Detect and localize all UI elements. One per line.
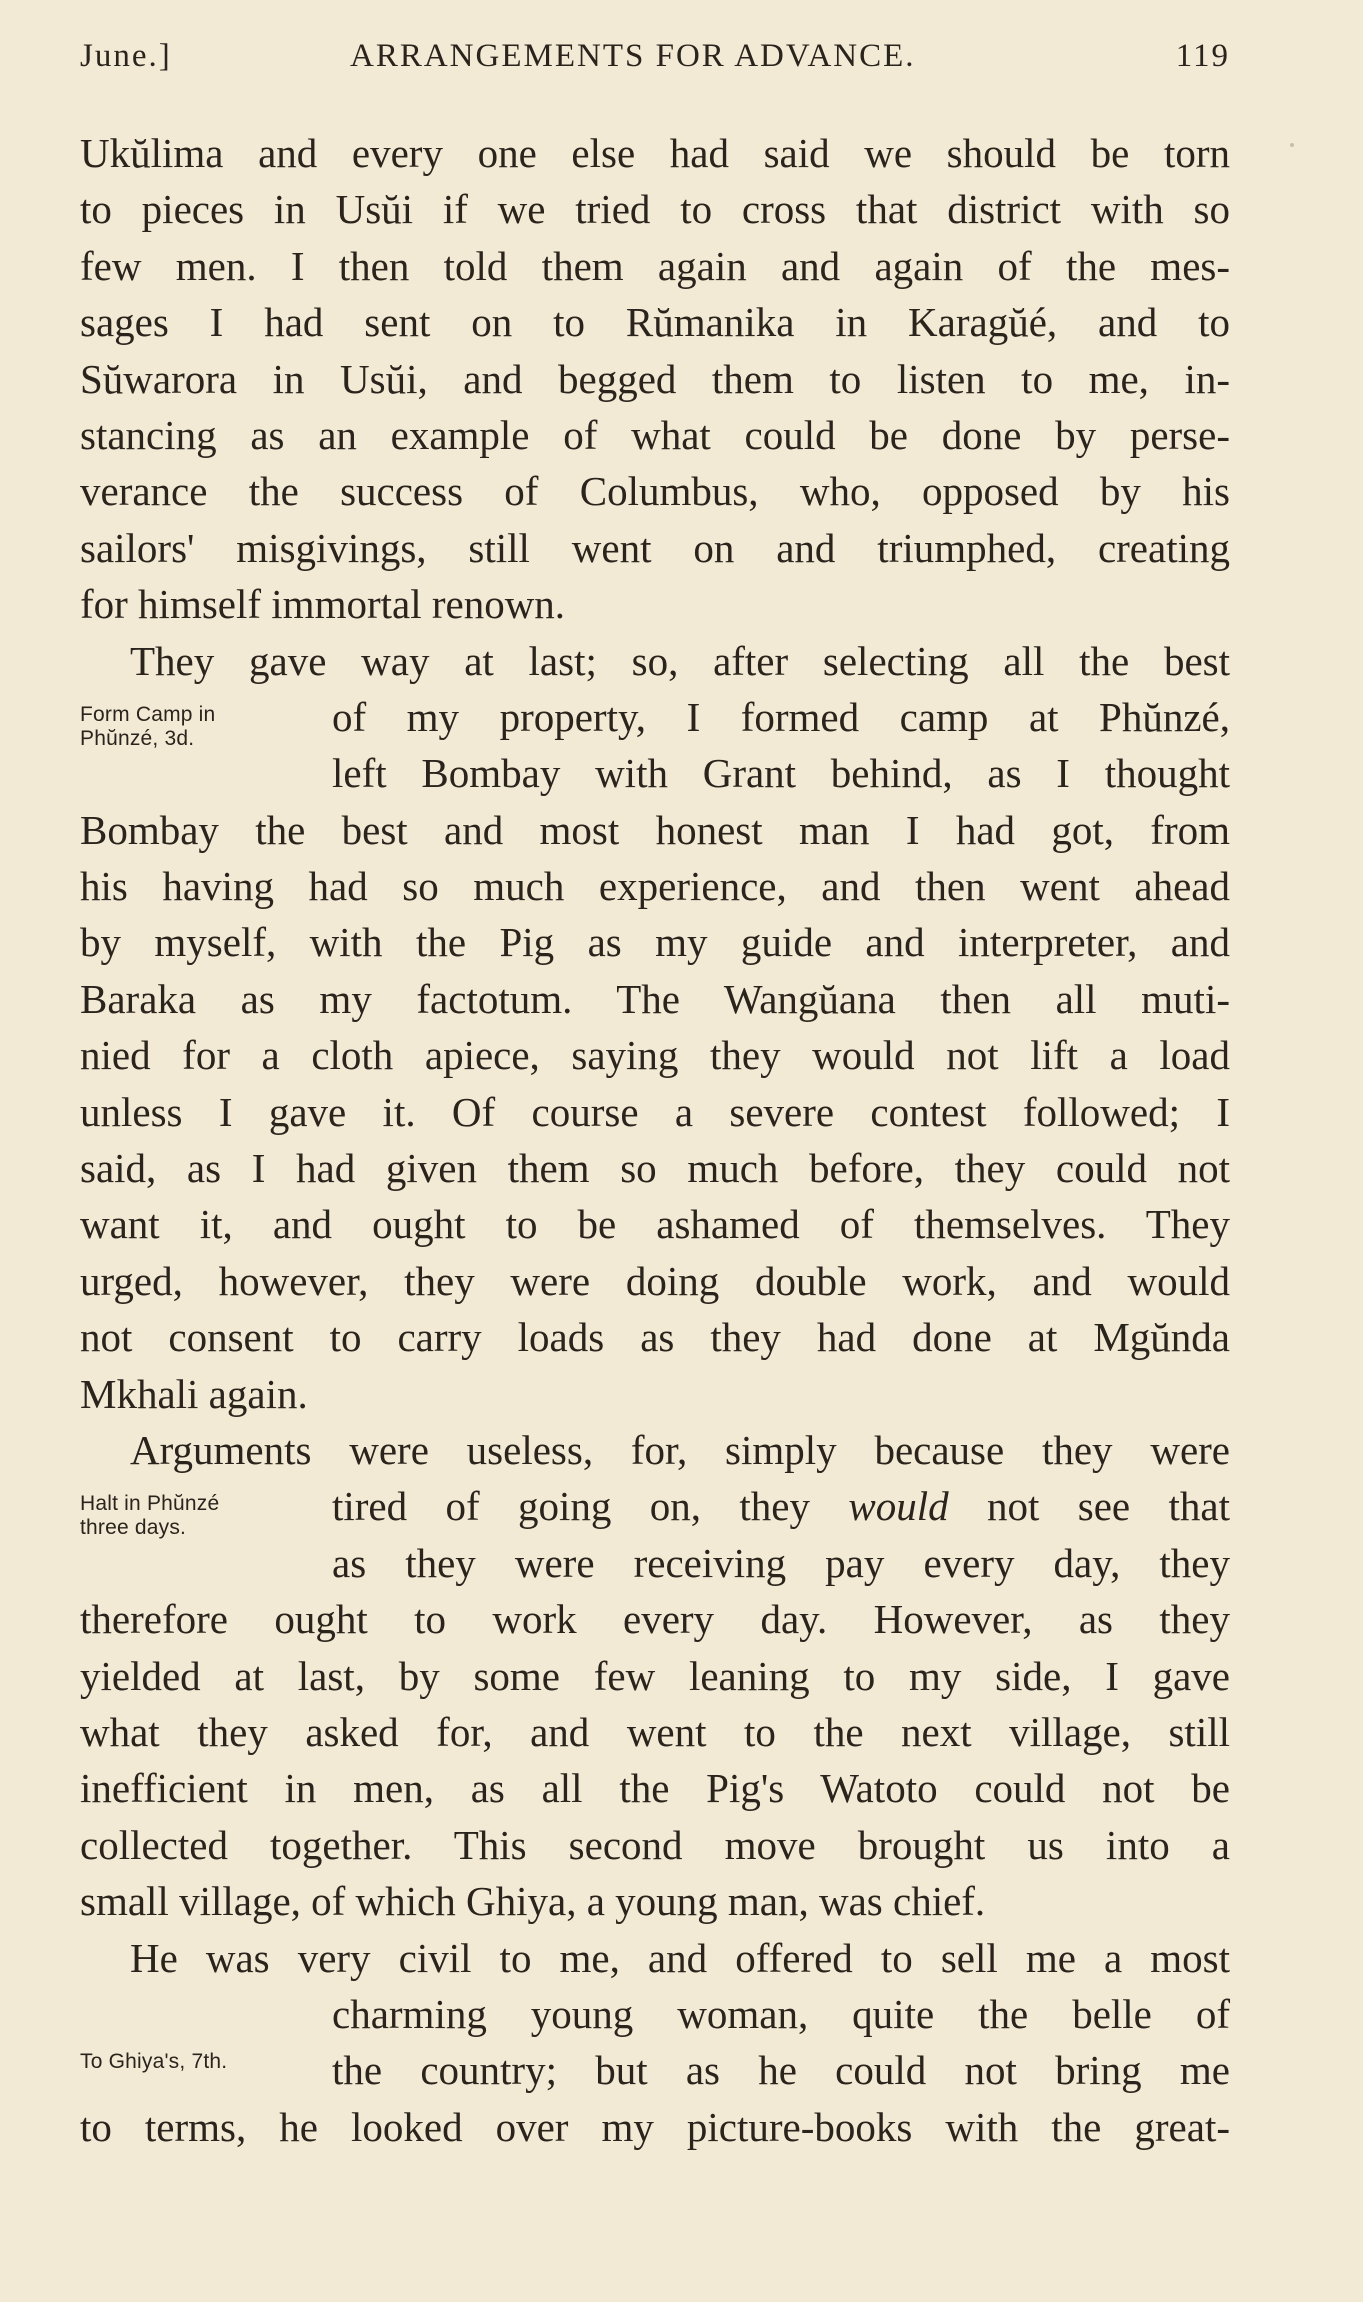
sidenote-line: Phŭnzé, 3d.	[80, 726, 195, 750]
text-line: sailors' misgivings, still went on and triumphed, creating	[80, 524, 1230, 571]
text-line: few men. I then told them again and again of the mes-	[80, 242, 1230, 289]
text-segment: tired of going on, they	[332, 1483, 811, 1530]
text-line: by myself, with the Pig as my guide and interpreter, and	[80, 919, 1230, 966]
text-line: He was very civil to me, and offered to sell me a most	[130, 1934, 1230, 1981]
text-line: yielded at last, by some few leaning to my side, I gave	[80, 1652, 1230, 1699]
text-line: urged, however, they were doing double work, and would	[80, 1257, 1230, 1304]
text-line: want it, and ought to be ashamed of themselves. They	[80, 1201, 1230, 1248]
text-segment: of my property, I formed camp at Phŭnzé,	[332, 693, 1230, 740]
text-line-with-sidenote	[80, 2042, 1230, 2098]
text-line: what they asked for, and went to the next village, still	[80, 1708, 1230, 1755]
sidenote-line: To Ghiya's, 7th.	[80, 2050, 228, 2074]
sidenote-ghiya	[80, 2050, 227, 2074]
text-line: sages I had sent on to Rŭmanika in Karagŭé, and to	[80, 299, 1230, 346]
body-text	[80, 125, 1230, 2155]
text-line: small village, of which Ghiya, a young man, was chief.	[80, 1878, 986, 1925]
sidenote-form-camp	[80, 703, 215, 751]
text-line: left Bombay with Grant behind, as I thought	[332, 750, 1230, 797]
running-head	[80, 38, 1230, 88]
text-line: verance the success of Columbus, who, opposed by his	[80, 468, 1230, 515]
text-line: to pieces in Usŭi if we tried to cross that district with so	[80, 186, 1230, 233]
text-line: Bombay the best and most honest man I had got, from	[80, 806, 1230, 853]
text-line: Baraka as my factotum. The Wangŭana then all muti-	[80, 975, 1230, 1022]
italic-word: would	[848, 1483, 949, 1530]
sidenote-halt	[80, 1492, 219, 1540]
text-line: They gave way at last; so, after selecting all the best	[130, 637, 1230, 684]
text-line: to terms, he looked over my picture-books with the great-	[80, 2103, 1230, 2150]
text-line: charming young woman, quite the belle of	[332, 1990, 1230, 2037]
text-segment: the country; but as he could not bring me	[332, 2047, 1230, 2094]
text-line: said, as I had given them so much before, they could not	[80, 1145, 1230, 1192]
text-line: inefficient in men, as all the Pig's Watoto could not be	[80, 1765, 1230, 1812]
text-line: collected together. This second move brought us into a	[80, 1821, 1230, 1868]
running-head-month: June.]	[80, 38, 172, 74]
text-line: unless I gave it. Of course a severe contest followed; I	[80, 1088, 1230, 1135]
text-line-with-sidenote	[80, 689, 1230, 750]
sidenote-line: Halt in Phŭnzé	[80, 1492, 220, 1516]
text-line: Mkhali again.	[80, 1370, 308, 1417]
text-line: for himself immortal renown.	[80, 581, 566, 628]
sidenote-line: three days.	[80, 1516, 187, 1540]
text-line: therefore ought to work every day. However, as they	[80, 1596, 1230, 1643]
text-segment: not see that	[987, 1483, 1230, 1530]
page-number: 119	[1175, 38, 1230, 74]
text-line: nied for a cloth apiece, saying they would not lift a load	[80, 1032, 1230, 1079]
text-line: Arguments were useless, for, simply because they were	[130, 1426, 1230, 1473]
text-line: his having had so much experience, and then went ahead	[80, 863, 1230, 910]
running-head-title: ARRANGEMENTS FOR ADVANCE.	[350, 38, 916, 74]
text-line: Sŭwarora in Usŭi, and begged them to listen to me, in-	[80, 355, 1230, 402]
text-line: stancing as an example of what could be done by perse-	[80, 411, 1230, 458]
text-line: Ukŭlima and every one else had said we should be torn	[80, 130, 1230, 176]
paper-speck	[1290, 143, 1294, 147]
sidenote-line: Form Camp in	[80, 702, 216, 726]
text-line: not consent to carry loads as they had done at Mgŭnda	[80, 1314, 1230, 1361]
text-line-with-sidenote	[80, 1478, 1230, 1540]
text-line: as they were receiving pay every day, they	[332, 1539, 1230, 1586]
